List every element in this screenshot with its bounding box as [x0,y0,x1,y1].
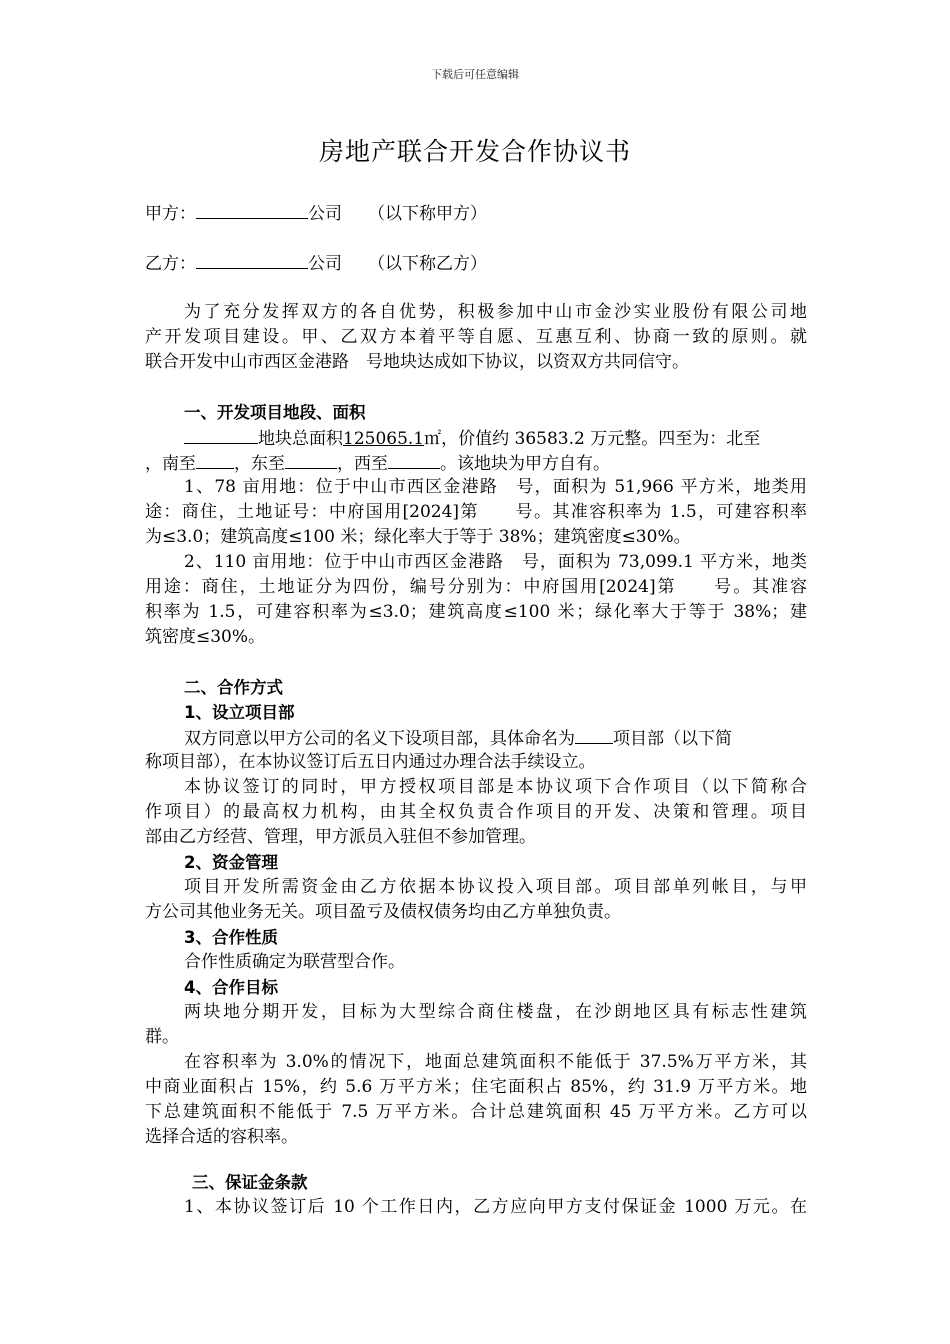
header-note: 下载后可任意编辑 [431,68,519,81]
s1-l1-text-a: 地块总面积 [258,429,343,449]
section-2-heading: 二、合作方式 [184,678,283,697]
document-title: 房地产联合开发合作协议书 [318,137,631,166]
south-boundary-blank[interactable] [196,450,234,469]
s2-p5-line-2: 群。 [145,1027,179,1047]
party-a-line [145,200,807,227]
s2-p1-line-2: 称项目部），在本协议签订后五日内通过办理合法手续设立。 [145,752,596,772]
s2-sub-2: 2、资金管理 [184,853,278,872]
party-a-label: 甲方： [145,204,196,224]
east-boundary-blank[interactable] [285,450,337,469]
s2-p5-line-1: 两块地分期开发，目标为大型综合商住楼盘，在沙朗地区具有标志性建筑 [184,1002,807,1022]
s2-sub-1: 1、设立项目部 [184,703,295,722]
party-a-note: （以下称甲方） [368,204,487,224]
party-b-line [145,250,807,277]
s1-l2-text-d: 。该地块为甲方自有。 [440,454,610,474]
s2-p2-line-1: 本协议签订的同时，甲方授权项目部是本协议项下合作项目（以下简称合 [184,777,807,797]
s1-l1-text-b: ㎡，价值约 36583.2 万元整。四至为：北至 [424,429,761,449]
s2-sub-3: 3、合作性质 [184,928,278,947]
s2-p1-text-b: 项目部（以下简 [613,729,732,749]
s2-sub-4: 4、合作目标 [184,978,278,997]
s1-p1-line-1: 1、78 亩用地：位于中山市西区金港路 号，面积为 51,966 平方米，地类用 [184,477,807,497]
plot-name-blank[interactable] [184,425,258,444]
intro-line-2: 产开发项目建设。甲、乙双方本着平等自愿、互惠互利、协商一致的原则。就 [145,327,807,347]
section-3-heading: 三、保证金条款 [192,1173,308,1192]
s1-p1-line-3: 为≤3.0；建筑高度≤100 米；绿化率大于等于 38%；建筑密度≤30%。 [145,527,691,547]
s1-p2-line-1: 2、110 亩用地：位于中山市西区金港路 号，面积为 73,099.1 平方米，地类 [184,552,807,572]
s2-p4: 合作性质确定为联营型合作。 [184,952,405,972]
s2-p2-line-3: 部由乙方经营、管理，甲方派员入驻但不参加管理。 [145,827,536,847]
s2-p3-line-2: 方公司其他业务无关。项目盈亏及债权债务均由乙方单独负责。 [145,902,621,922]
s1-p2-line-3: 积率为 1.5，可建容积率为≤3.0；建筑高度≤100 米；绿化率大于等于 38%；建 [145,602,807,622]
total-area-value: 125065.1 [343,429,425,449]
s2-p2-line-2: 作项目）的最高权力机构，由其全权负责合作项目的开发、决策和管理。项目 [145,802,807,822]
s1-l2-text-b: ，东至 [234,454,285,474]
s2-p6-line-4: 选择合适的容积率。 [145,1127,298,1147]
s2-p1-line-1 [184,725,807,752]
s2-p1-text-a: 双方同意以甲方公司的名义下设项目部，具体命名为 [184,729,575,749]
section-1-heading: 一、开发项目地段、面积 [184,403,366,422]
s2-p6-line-3: 下总建筑面积不能低于 7.5 万平方米。合计总建筑面积 45 万平方米。乙方可以 [145,1102,807,1122]
party-b-name-blank[interactable] [196,250,308,269]
s1-line-1 [184,425,807,452]
intro-line-1: 为了充分发挥双方的各自优势，积极参加中山市金沙实业股份有限公司地 [184,302,807,322]
s1-p2-line-2: 用途：商住，土地证分为四份，编号分别为：中府国用[2024]第 号。其准容 [145,577,807,597]
s3-p1-line-1: 1、本协议签订后 10 个工作日内，乙方应向甲方支付保证金 1000 万元。在 [184,1197,807,1217]
s2-p6-line-1: 在容积率为 3.0%的情况下，地面总建筑面积不能低于 37.5%万平方米，其 [184,1052,807,1072]
party-b-label: 乙方： [145,254,196,274]
party-a-name-blank[interactable] [196,200,308,219]
s2-p6-line-2: 中商业面积占 15%，约 5.6 万平方米；住宅面积占 85%，约 31.9 万平方米。地 [145,1077,807,1097]
s1-l2-text-a: ，南至 [145,454,196,474]
project-name-blank[interactable] [575,725,613,744]
intro-line-3: 联合开发中山市西区金港路 号地块达成如下协议，以资双方共同信守。 [145,352,689,372]
s1-p2-line-4: 筑密度≤30%。 [145,627,266,647]
s1-line-2 [145,450,807,477]
west-boundary-blank[interactable] [388,450,440,469]
s2-p3-line-1: 项目开发所需资金由乙方依据本协议投入项目部。项目部单列帐目，与甲 [184,877,807,897]
party-b-note: （以下称乙方） [368,254,487,274]
party-b-suffix: 公司 [308,254,342,274]
s1-p1-line-2: 途：商住，土地证号：中府国用[2024]第 号。其准容积率为 1.5，可建容积率 [145,502,807,522]
party-a-suffix: 公司 [308,204,342,224]
s1-l2-text-c: ，西至 [337,454,388,474]
